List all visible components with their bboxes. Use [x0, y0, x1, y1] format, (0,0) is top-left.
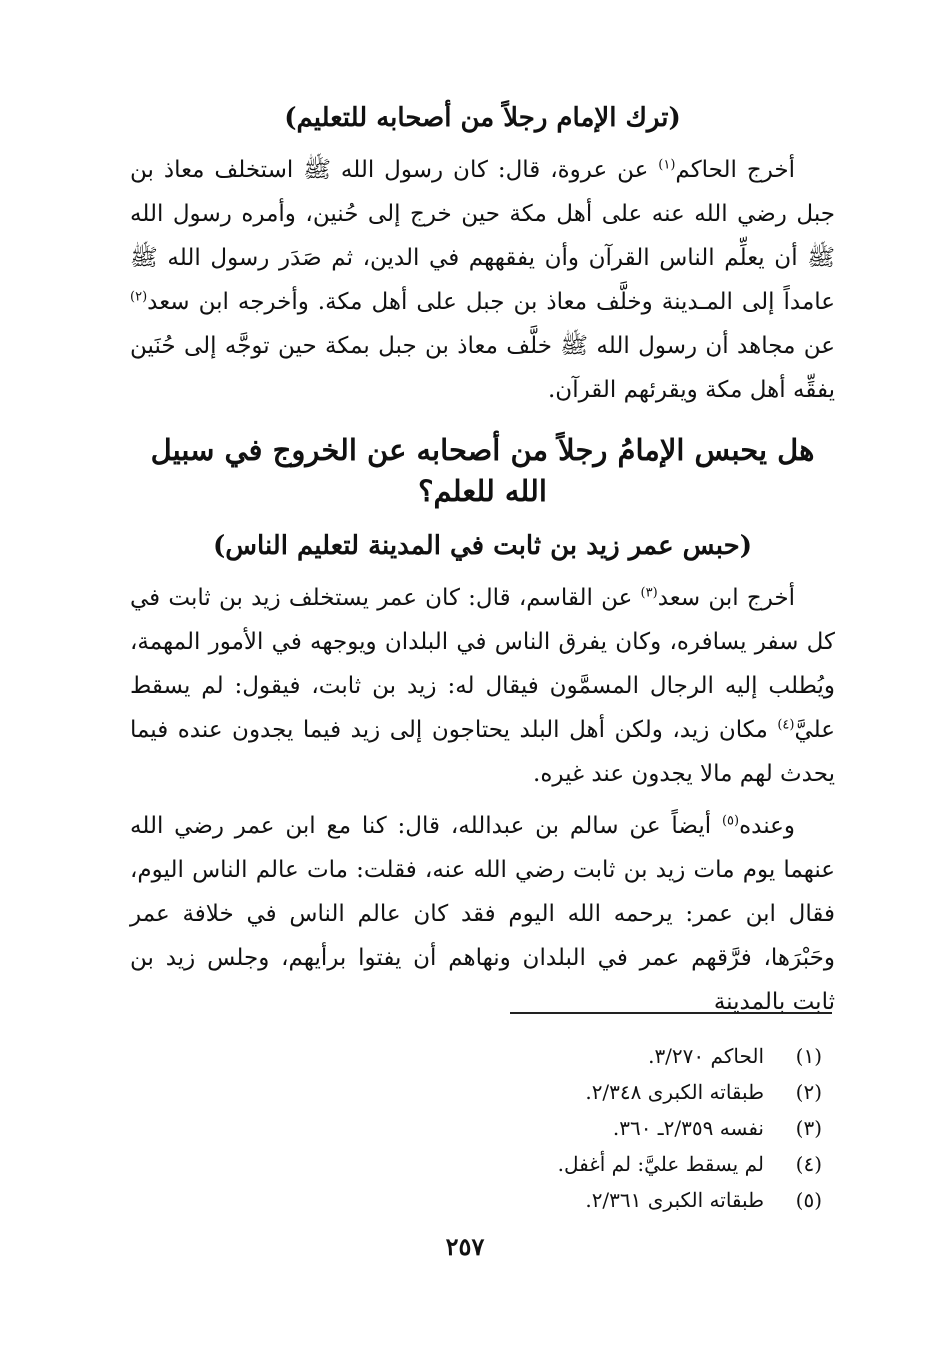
paragraph-salim	[130, 804, 835, 1024]
footnote-divider	[510, 1012, 832, 1014]
footnote-ref-3[interactable]: (٣)	[640, 585, 658, 601]
footnote-ref-5[interactable]: (٥)	[721, 813, 740, 829]
footnote-ref-2[interactable]: (٢)	[130, 289, 148, 305]
footnote-item	[422, 1146, 822, 1182]
para1-text-a: أخرج الحاكم	[675, 157, 795, 184]
para1-text-c: عن مجاهد أن رسول الله ﷺ خلَّف معاذ بن جبل بمكة حين توجَّه إلى حُنَين يفقِّه أهل مكة ويقرئهم القرآن.	[130, 333, 835, 404]
subheading-leaving-companion: (ترك الإمام رجلاً من أصحابه للتعليم)	[284, 103, 681, 133]
page-number: ٢٥٧	[445, 1232, 485, 1261]
para2-text-b: عن القاسم، قال: كان عمر يستخلف زيد بن ثابت في كل سفر يسافره، وكان يفرق الناس في البلدان ويوجهه في الأمور المهمة، ويُطلب إليه الرجال المسمَّون فيقال له: زيد بن ثابت، فيقول: لم يسقط عليَّ	[130, 584, 835, 743]
footnote-item	[422, 1182, 822, 1218]
section-heading: هل يحبس الإمامُ رجلاً من أصحابه عن الخروج في سبيل الله للعلم؟	[150, 433, 815, 508]
footnote-item	[422, 1038, 822, 1074]
footnote-number: (٢)	[795, 1080, 822, 1104]
paragraph-ibn-sad	[130, 576, 835, 796]
para3-text-a: وعنده	[739, 812, 795, 839]
footnote-number: (٤)	[795, 1152, 822, 1176]
footnote-text: طبقاته الكبرى ٢/٣٦١.	[585, 1188, 764, 1212]
para2-text-c: مكان زيد، ولكن أهل البلد يحتاجون إلى زيد فيما يجدون عنده فيما يحدث لهم مالا يجدون عند غيره.	[130, 716, 835, 787]
footnote-number: (٥)	[795, 1188, 822, 1212]
footnote-number: (٣)	[795, 1116, 822, 1140]
footnote-ref-4[interactable]: (٤)	[777, 717, 795, 733]
footnote-item	[422, 1074, 822, 1110]
footnote-text: نفسه ٢/٣٥٩ـ ٣٦٠.	[612, 1116, 764, 1140]
footnote-text: الحاكم ٣/٢٧٠.	[648, 1044, 764, 1068]
paragraph-hakim	[130, 148, 835, 412]
footnote-text: لم يسقط عليَّ: لم أغفل.	[557, 1152, 764, 1176]
footnote-ref-1[interactable]: (١)	[658, 157, 676, 173]
subheading-umar-zaid: (حبس عمر زيد بن ثابت في المدينة لتعليم الناس)	[212, 530, 753, 561]
footnotes-list	[422, 1038, 822, 1218]
footnote-number: (١)	[795, 1044, 822, 1068]
para3-text-b: أيضاً عن سالم بن عبدالله، قال: كنا مع ابن عمر رضي الله عنهما يوم مات زيد بن ثابت رضي الله عنه، فقلت: مات عالم الناس اليوم، فقال ابن عمر: يرحمه الله اليوم فقد كان عالم الناس في خلافة عمر وحَبْرَها، فرَّقهم عمر في البلدان ونهاهم أن يفتوا برأيهم، وجلس زيد بن ثابت بالمدينة	[130, 812, 835, 1015]
footnote-item	[422, 1110, 822, 1146]
para2-text-a: أخرج ابن سعد	[657, 584, 795, 611]
para1-text-b: عن عروة، قال: كان رسول الله ﷺ استخلف معاذ بن جبل رضي الله عنه على أهل مكة حين خرج إلى حُنين، وأمره رسول الله ﷺ أن يعلِّم الناس القرآن وأن يفقههم في الدين، ثم صَدَر رسول الله ﷺ عامداً إلى المـدينة وخلَّف معاذ بن جبل على أهل مكة. وأخرجه ابن سعد	[130, 157, 835, 316]
page-body	[130, 100, 835, 1032]
footnote-text: طبقاته الكبرى ٢/٣٤٨.	[585, 1080, 764, 1104]
